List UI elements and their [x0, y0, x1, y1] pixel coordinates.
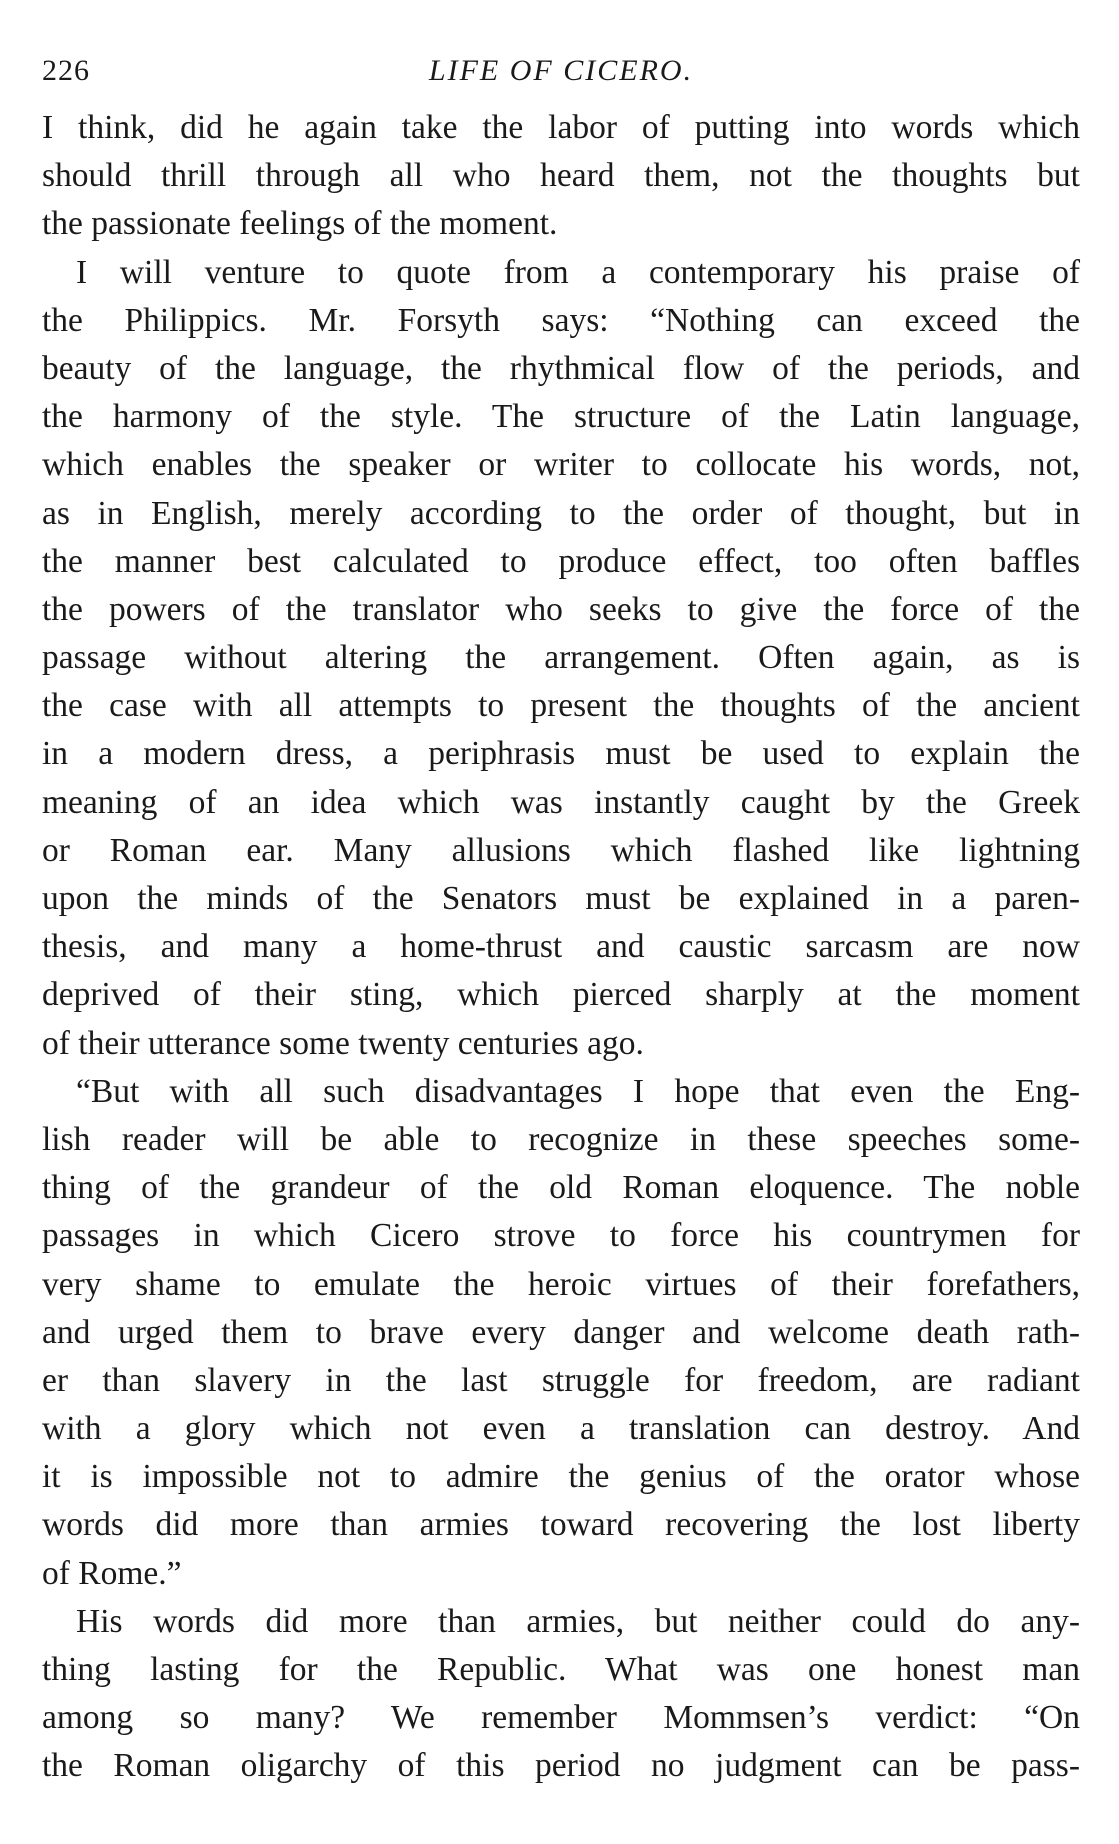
body-text [42, 104, 1080, 1791]
text-line: “But with all such disadvantages I hope that even the Eng- [76, 1072, 1080, 1110]
text-line: of their utterance some twenty centuries ago. [42, 1024, 644, 1062]
text-line: passage without altering the arrangement. Often again, as is [42, 639, 1080, 677]
text-line: upon the minds of the Senators must be explained in a paren- [42, 880, 1080, 917]
text-line: very shame to emulate the heroic virtues of their forefathers, [42, 1265, 1080, 1303]
text-line: I think, did he again take the labor of putting into words which [42, 109, 1080, 146]
paragraph [42, 1068, 1080, 1598]
text-line: passages in which Cicero strove to force his countrymen for [42, 1217, 1080, 1255]
text-line: lish reader will be able to recognize in these speeches some- [42, 1120, 1080, 1158]
text-line: thing of the grandeur of the old Roman eloquence. The noble [42, 1169, 1080, 1207]
text-line: of Rome.” [42, 1554, 182, 1592]
text-line: and urged them to brave every danger and welcome death rath- [42, 1313, 1080, 1351]
text-line: with a glory which not even a translation can destroy. And [42, 1410, 1080, 1448]
page-number: 226 [42, 54, 90, 87]
text-line: which enables the speaker or writer to collocate his words, not, [42, 446, 1080, 484]
text-line: in a modern dress, a periphrasis must be used to explain the [42, 735, 1080, 773]
text-line: the case with all attempts to present the thoughts of the ancient [42, 687, 1080, 725]
text-line: should thrill through all who heard them, not the thoughts but [42, 157, 1080, 195]
paragraph [42, 104, 1080, 249]
text-line: the harmony of the style. The structure of the Latin language, [42, 398, 1080, 436]
text-line: beauty of the language, the rhythmical flow of the periods, and [42, 349, 1080, 387]
text-line: deprived of their sting, which pierced sharply at the moment [42, 976, 1080, 1014]
text-line: the passionate feelings of the moment. [42, 205, 558, 243]
running-title: LIFE OF CICERO. [428, 54, 694, 87]
paragraph [42, 1598, 1080, 1791]
text-line: His words did more than armies, but neither could do any- [76, 1602, 1080, 1640]
text-line: or Roman ear. Many allusions which flashed like lightning [42, 831, 1080, 869]
text-line: thesis, and many a home-thrust and caustic sarcasm are now [42, 928, 1080, 966]
text-line: it is impossible not to admire the genius of the orator whose [42, 1458, 1080, 1496]
text-line: the Roman oligarchy of this period no judgment can be pass- [42, 1747, 1080, 1785]
paragraph [42, 249, 1080, 1068]
book-page [42, 44, 1080, 1791]
text-line: meaning of an idea which was instantly caught by the Greek [42, 783, 1080, 821]
text-line: the manner best calculated to produce effect, too often baffles [42, 542, 1080, 580]
text-line: er than slavery in the last struggle for freedom, are radiant [42, 1361, 1080, 1399]
text-line: the Philippics. Mr. Forsyth says: “Nothing can exceed the [42, 301, 1080, 339]
text-line: as in English, merely according to the order of thought, but in [42, 494, 1080, 532]
text-line: words did more than armies toward recovering the lost liberty [42, 1506, 1080, 1544]
text-line: I will venture to quote from a contemporary his praise of [76, 253, 1080, 291]
text-line: thing lasting for the Republic. What was one honest man [42, 1651, 1080, 1688]
text-line: the powers of the translator who seeks to give the force of the [42, 590, 1080, 628]
running-head [42, 44, 1080, 98]
text-line: among so many? We remember Mommsen’s verdict: “On [42, 1699, 1080, 1737]
